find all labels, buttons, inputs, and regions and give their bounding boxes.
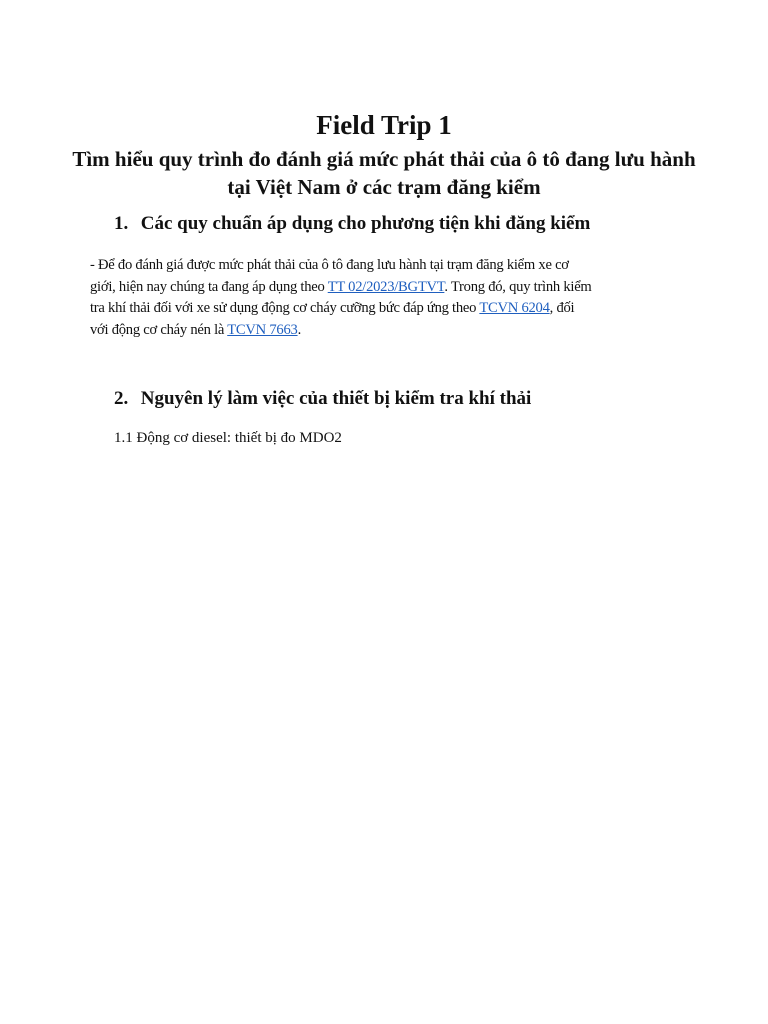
subsection-heading: 1.1 Động cơ diesel: thiết bị đo MDO2 [114, 430, 342, 446]
regulation-link-tt-02-2023[interactable]: TT 02/2023/BGTVT [327, 278, 445, 295]
paragraph-text: tra khí thải đối với xe sử dụng động cơ cháy cưỡng bức đáp ứng theo [90, 300, 480, 316]
paragraph-text: , đối [549, 300, 575, 316]
paragraph-line-4 [90, 320, 685, 342]
paragraph-line-3 [90, 298, 685, 320]
standard-link-tcvn-6204[interactable]: TCVN 6204 [479, 300, 550, 316]
document-title: Field Trip 1 [316, 110, 452, 140]
paragraph-text: . Trong đó, quy trình kiểm [444, 278, 592, 295]
section-heading-1 [114, 212, 590, 236]
paragraph-text: - Để đo đánh giá được mức phát thải của ô tô đang lưu hành tại trạm đăng kiểm xe cơ [90, 257, 569, 273]
standard-link-tcvn-7663[interactable]: TCVN 7663 [227, 321, 298, 338]
section-title-1: Các quy chuẩn áp dụng cho phương tiện khi đăng kiểm [140, 213, 591, 234]
paragraph-text: với động cơ cháy nén là [90, 321, 228, 338]
body-paragraph [90, 255, 685, 341]
section-title-2: Nguyên lý làm việc của thiết bị kiểm tra khí thải [140, 388, 532, 409]
paragraph-text: . [297, 321, 301, 338]
document-subtitle: Tìm hiểu quy trình đo đánh giá mức phát thải của ô tô đang lưu hành tại Việt Nam ở các trạm đăng kiểm [72, 147, 696, 199]
paragraph-line-2 [90, 277, 685, 299]
section-heading-2 [114, 387, 531, 411]
section-number-1: 1. [114, 213, 129, 234]
paragraph-text: giới, hiện nay chúng ta đang áp dụng theo [90, 278, 328, 295]
section-number-2: 2. [114, 388, 129, 409]
paragraph-line-1 [90, 255, 685, 277]
